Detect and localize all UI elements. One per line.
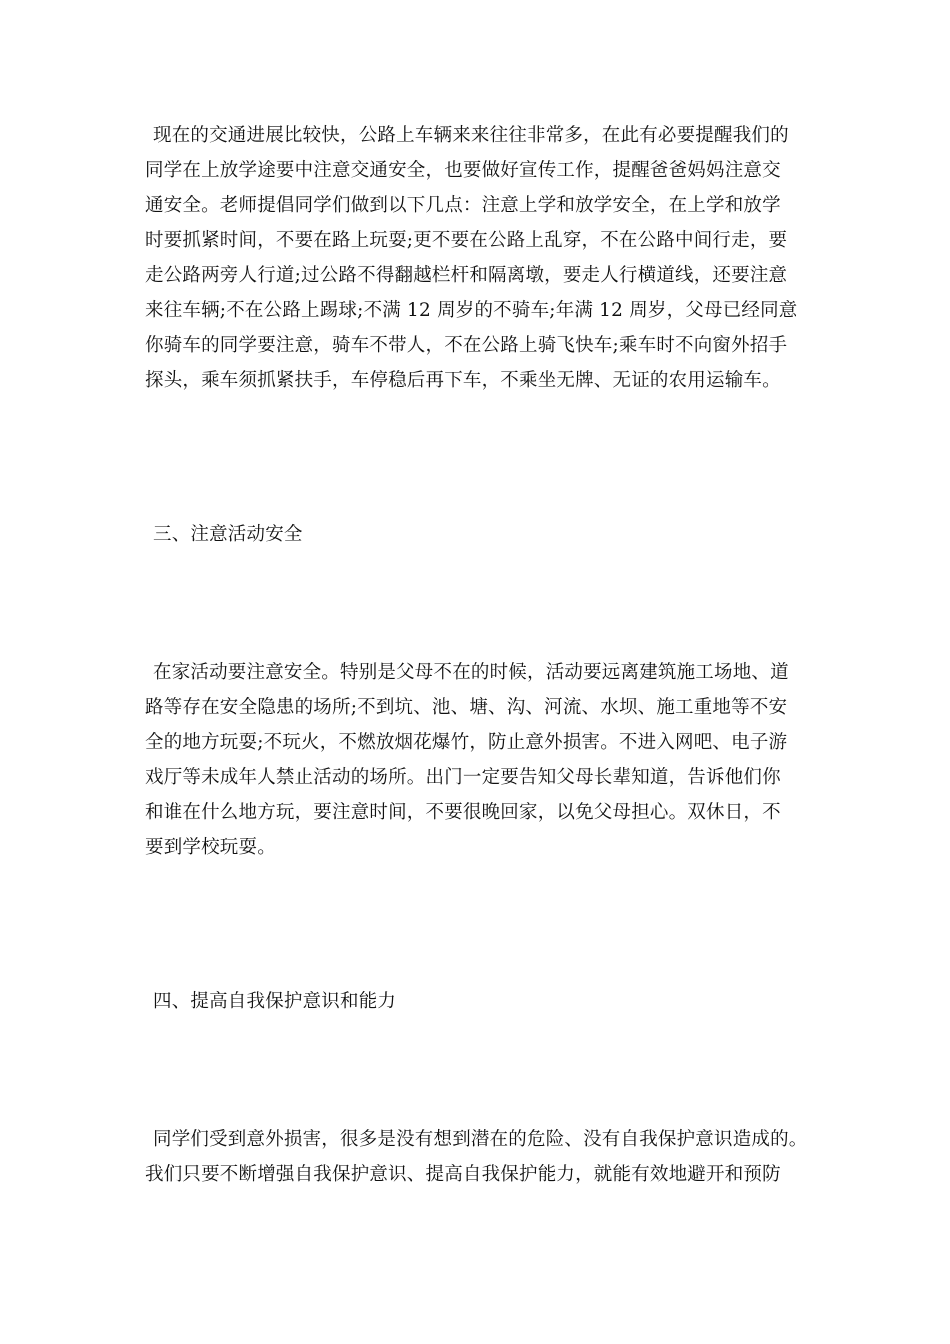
- section-heading-activity-safety: 三、注意活动安全: [153, 524, 303, 545]
- paragraph-line: 在家活动要注意安全。特别是父母不在的时候，活动要远离建筑施工场地、道: [153, 662, 789, 683]
- paragraph-line: 要到学校玩耍。: [145, 837, 276, 858]
- paragraph-line: 探头，乘车须抓紧扶手，车停稳后再下车，不乘坐无牌、无证的农用运输车。: [145, 370, 781, 391]
- paragraph-line: 和谁在什么地方玩，要注意时间，不要很晚回家，以免父母担心。双休日，不: [145, 802, 781, 823]
- paragraph-line: 现在的交通进展比较快，公路上车辆来来往往非常多，在此有必要提醒我们的: [153, 125, 789, 146]
- paragraph-line: 同学们受到意外损害，很多是没有想到潜在的危险、没有自我保护意识造成的。: [153, 1129, 808, 1150]
- section-heading-self-protection: 四、提高自我保护意识和能力: [153, 991, 397, 1012]
- paragraph-line: 走公路两旁人行道;过公路不得翻越栏杆和隔离墩，要走人行横道线，还要注意: [145, 265, 788, 286]
- paragraph-line: 同学在上放学途要中注意交通安全，也要做好宣传工作，提醒爸爸妈妈注意交: [145, 160, 781, 181]
- paragraph-line: 全的地方玩耍;不玩火，不燃放烟花爆竹，防止意外损害。不进入网吧、电子游: [145, 732, 788, 753]
- paragraph-line: 我们只要不断增强自我保护意识、提高自我保护能力，就能有效地避开和预防: [145, 1164, 781, 1185]
- paragraph-line: 时要抓紧时间，不要在路上玩耍;更不要在公路上乱穿，不在公路中间行走，要: [145, 230, 788, 251]
- paragraph-line: 你骑车的同学要注意，骑车不带人，不在公路上骑飞快车;乘车时不向窗外招手: [145, 335, 788, 356]
- paragraph-line: 通安全。老师提倡同学们做到以下几点：注意上学和放学安全，在上学和放学: [145, 195, 781, 216]
- paragraph-line: 来往车辆;不在公路上踢球;不满 12 周岁的不骑车;年满 12 周岁，父母已经同意: [145, 300, 798, 321]
- paragraph-line: 路等存在安全隐患的场所;不到坑、池、塘、沟、河流、水坝、施工重地等不安: [145, 697, 788, 718]
- paragraph-line: 戏厅等未成年人禁止活动的场所。出门一定要告知父母长辈知道，告诉他们你: [145, 767, 781, 788]
